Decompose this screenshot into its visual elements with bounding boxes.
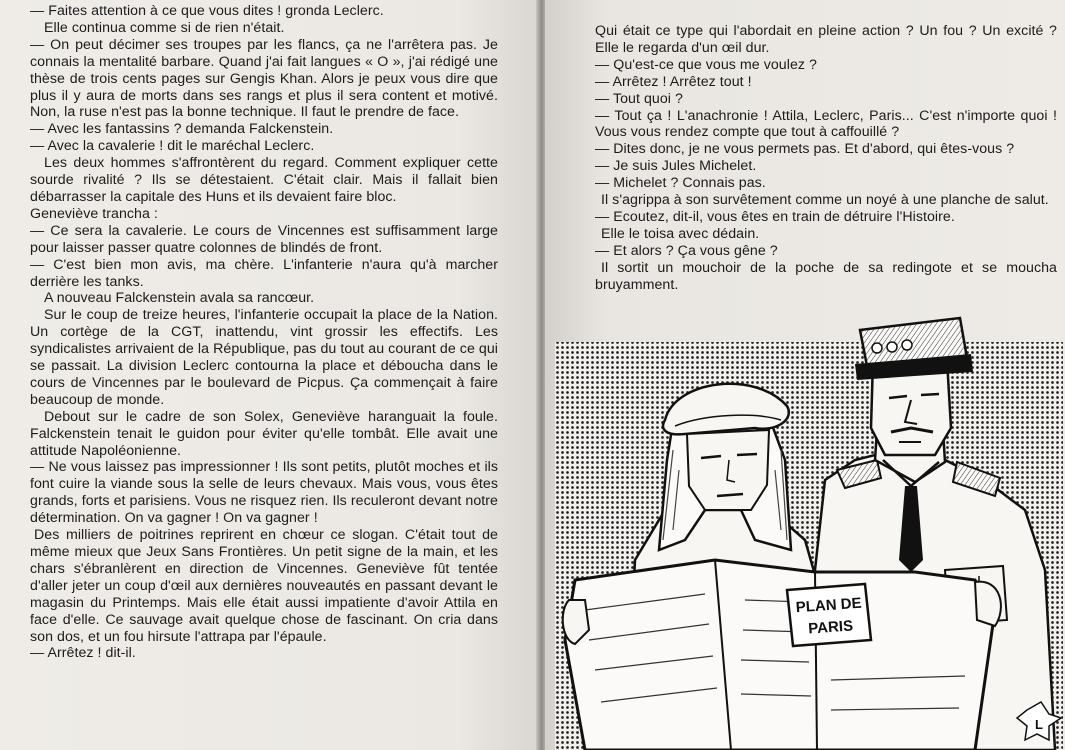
paragraph: — Dites donc, je ne vous permets pas. Et d'abord, qui êtes-vous ?: [595, 141, 1015, 158]
paragraph: Elle le toisa avec dédain.: [601, 225, 760, 242]
map-label-line1: PLAN DE: [795, 594, 863, 617]
paragraph: Il s'agrippa à son survêtement comme un noyé à une planche de salut.: [601, 192, 1049, 209]
paragraph: — Tout quoi ?: [595, 90, 683, 107]
paragraph: — Arrêtez ! Arrêtez tout !: [595, 73, 752, 90]
left-page-text: [30, 3, 498, 662]
paragraph: Des milliers de poitrines reprirent en chœur ce slogan. C'était tout de même mieux que Jeux Sans Frontières. Un petit signe de la main, et les chars s'ébranlèrent en direction de Vincennes. Geneviève fût tentée d'aller jeter un coup d'œil aux dernières nouveautés en passant devant le magasin du Printemps. Mais elle était aussi impatiente d'avoir Attila en face d'elle. Ce sauvage avait quelque chose de fascinant. On cria dans son dos, et un fou hirsute l'attrapa par l'épaule.: [30, 527, 498, 645]
signature-letter: L: [1035, 717, 1043, 732]
map-label-line2: PARIS: [807, 617, 854, 638]
illustration-drawing: [555, 310, 1063, 750]
paragraph: — Je suis Jules Michelet.: [595, 158, 757, 175]
paragraph: Les deux hommes s'affrontèrent du regard. Comment expliquer cette sourde rivalité ? Ils se détestaient. C'était clair. Mais il fallait bien débarrasser la capitale des Huns et ils devaient faire bloc.: [30, 155, 498, 205]
paragraph: Il sortit un mouchoir de la poche de sa redingote et se moucha bruyamment.: [595, 259, 1057, 293]
paragraph: — Arrêtez ! dit-il.: [30, 645, 136, 662]
paragraph: — Et alors ? Ça vous gêne ?: [595, 242, 778, 259]
paragraph: Debout sur le cadre de son Solex, Geneviève haranguait la foule. Falckenstein tenait le guidon pour éviter qu'elle tombât. Elle avait une attitude Napoléonienne.: [30, 408, 498, 459]
paris-map: [563, 560, 1001, 750]
paragraph: — Tout ça ! L'anachronie ! Attila, Leclerc, Paris... C'est n'importe quoi ! Vous vous rendez compte que tout à caffouillé ?: [595, 107, 1057, 141]
paragraph: — Avec les fantassins ? demanda Falckenstein.: [30, 121, 334, 138]
paragraph: Sur le coup de treize heures, l'infanterie occupait la place de la Nation. Un cortège de la CGT, inattendu, vint grossir les effectifs. Les syndicalistes arrivaient de la République, pas du tout au courant de ce qui se passait. La division Leclerc contourna la place et déboucha dans le cours de Vincennes par le boulevard de Picpus. Ça commençait à faire beaucoup de monde.: [30, 307, 498, 408]
paragraph: — On peut décimer ses troupes par les flancs, ça ne l'arrêtera pas. Je connais la mentalité barbare. Quand j'ai fait langues « O », j'ai rédigé une thèse de trois cents pages sur Gengis Khan. Alors je peux vous dire que plus il y aura de morts dans ses rangs et plus il sera content et motivé. Non, la ruse n'est pas la bonne technique. Il faut le prendre de face.: [30, 36, 498, 121]
paragraph: — Faites attention à ce que vous dites ! gronda Leclerc.: [30, 3, 384, 19]
paragraph: — Ce sera la cavalerie. Le cours de Vincennes est suffisamment large pour laisser passer quatre colonnes de blindés de front.: [30, 222, 498, 256]
paragraph: — Ne vous laissez pas impressionner ! Ils sont petits, plutôt moches et ils font cuire la viande sous la selle de leurs chevaux. Mais vous, vous êtes grands, forts et parisiens. Vous ne risquez rien. Ils reculeront devant notre détermination. On va gagner ! On va gagner !: [30, 459, 498, 527]
comic-illustration: [555, 310, 1063, 750]
paragraph: A nouveau Falckenstein avala sa rancœur.: [44, 290, 315, 307]
right-page-text: [595, 23, 1057, 294]
paragraph: — Qu'est-ce que vous me voulez ?: [595, 56, 817, 73]
paragraph: — C'est bien mon avis, ma chère. L'infanterie n'aura qu'à marcher derrière les tanks.: [30, 256, 498, 290]
paragraph: Elle continua comme si de rien n'était.: [44, 19, 285, 36]
paragraph: Geneviève trancha :: [30, 205, 158, 222]
paragraph: — Michelet ? Connais pas.: [595, 175, 766, 192]
paragraph: Qui était ce type qui l'abordait en pleine action ? Un fou ? Un excité ? Elle le regarda d'un œil dur.: [595, 23, 1057, 56]
paragraph: — Ecoutez, dit-il, vous êtes en train de détruire l'Histoire.: [595, 208, 955, 225]
paragraph: — Avec la cavalerie ! dit le maréchal Leclerc.: [30, 138, 315, 155]
